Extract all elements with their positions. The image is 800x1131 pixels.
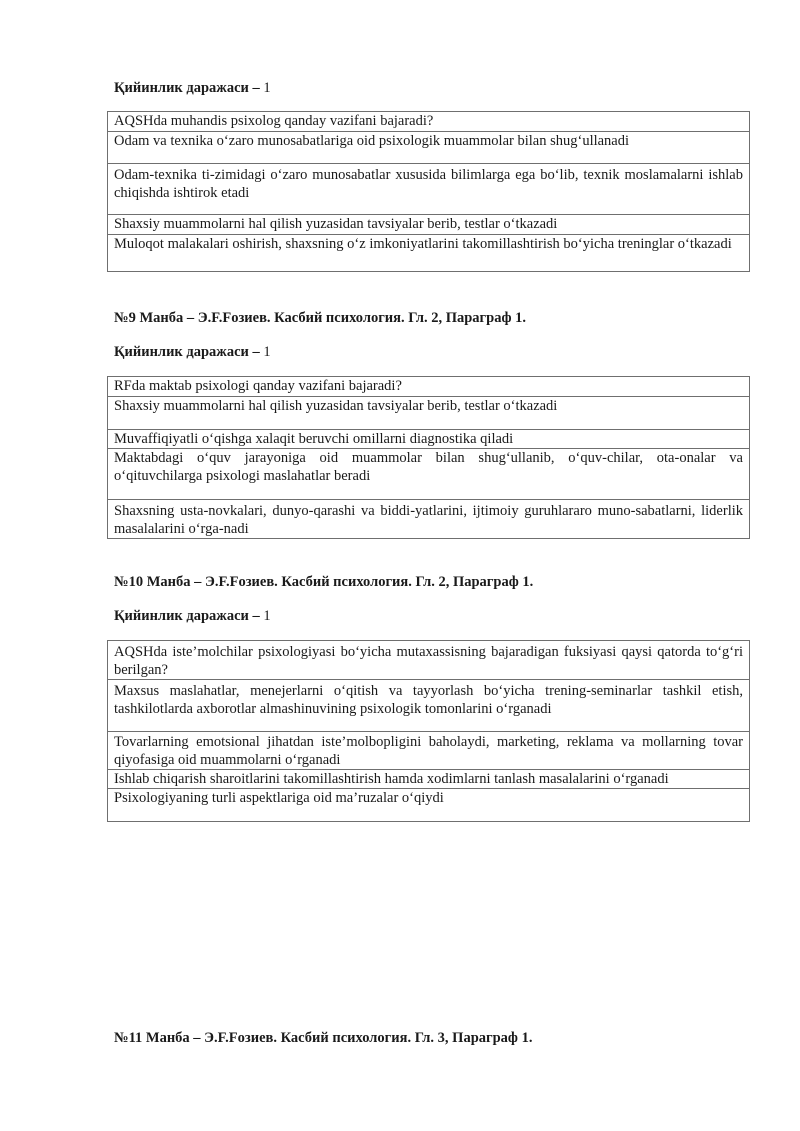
question-table-1	[107, 111, 750, 272]
answer-row: Muvaffiqiyatli o‘qishga xalaqit beruvchi omillarni diagnostika qiladi	[108, 430, 750, 449]
difficulty-level-1: Қийинлик даражаси – 1	[114, 80, 271, 96]
source-heading-9: №9 Манба – Э.F.Fозиев. Касбий психология. Гл. 2, Параграф 1.	[114, 310, 526, 326]
answer-row: Shaxsiy muammolarni hal qilish yuzasidan tavsiyalar berib, testlar o‘tkazadi	[108, 215, 750, 235]
difficulty-level-3: Қийинлик даражаси – 1	[114, 608, 271, 624]
answer-row: Psixologiyaning turli aspektlariga oid ma’ruzalar o‘qiydi	[108, 789, 750, 822]
difficulty-level-2: Қийинлик даражаси – 1	[114, 344, 271, 360]
answer-row: Odam-texnika ti-zimidagi o‘zaro munosabatlar xususida bilimlarga ega bo‘lib, texnik moslamalarni ishlab chiqishda ishtirok etadi	[108, 164, 750, 215]
question-table-3	[107, 640, 750, 822]
answer-row: Maxsus maslahatlar, menejerlarni o‘qitish va tayyorlash bo‘yicha trening-seminarlar tashkil etish, tashkilotlarda axborotlar almashinuvining psixologik tomonlarini o‘rganadi	[108, 680, 750, 732]
question-row: RFda maktab psixologi qanday vazifani bajaradi?	[108, 377, 750, 397]
question-row: AQSHda iste’molchilar psixologiyasi bo‘yicha mutaxassisning bajaradigan fuksiyasi qaysi qatorda to‘g‘ri berilgan?	[108, 641, 750, 680]
source-heading-11: №11 Манба – Э.F.Fозиев. Касбий психология. Гл. 3, Параграф 1.	[114, 1030, 533, 1046]
answer-row: Ishlab chiqarish sharoitlarini takomillashtirish hamda xodimlarni tanlash masalalarini o‘rganadi	[108, 770, 750, 789]
source-heading-10: №10 Манба – Э.F.Fозиев. Касбий психология. Гл. 2, Параграф 1.	[114, 574, 534, 590]
answer-row: Odam va texnika o‘zaro munosabatlariga oid psixologik muammolar bilan shug‘ullanadi	[108, 132, 750, 164]
answer-row: Maktabdagi o‘quv jarayoniga oid muammolar bilan shug‘ullanib, o‘quv-chilar, ota-onalar va o‘qituvchilarga psixologi maslahatlar beradi	[108, 449, 750, 500]
answer-row: Muloqot malakalari oshirish, shaxsning o‘z imkoniyatlarini takomillashtirish bo‘yicha treninglar o‘tkazadi	[108, 235, 750, 272]
answer-row: Shaxsiy muammolarni hal qilish yuzasidan tavsiyalar berib, testlar o‘tkazadi	[108, 397, 750, 430]
answer-row: Shaxsning usta-novkalari, dunyo-qarashi va biddi-yatlarini, ijtimoiy guruhlararo muno-sabatlarni, liderlik masalalarini o‘rga-nadi	[108, 500, 750, 539]
question-row: AQSHda muhandis psixolog qanday vazifani bajaradi?	[108, 112, 750, 132]
question-table-2	[107, 376, 750, 539]
answer-row: Tovarlarning emotsional jihatdan iste’molbopligini baholaydi, marketing, reklama va mollarning tovar qiyofasiga oid muammolarni o‘rganadi	[108, 732, 750, 770]
